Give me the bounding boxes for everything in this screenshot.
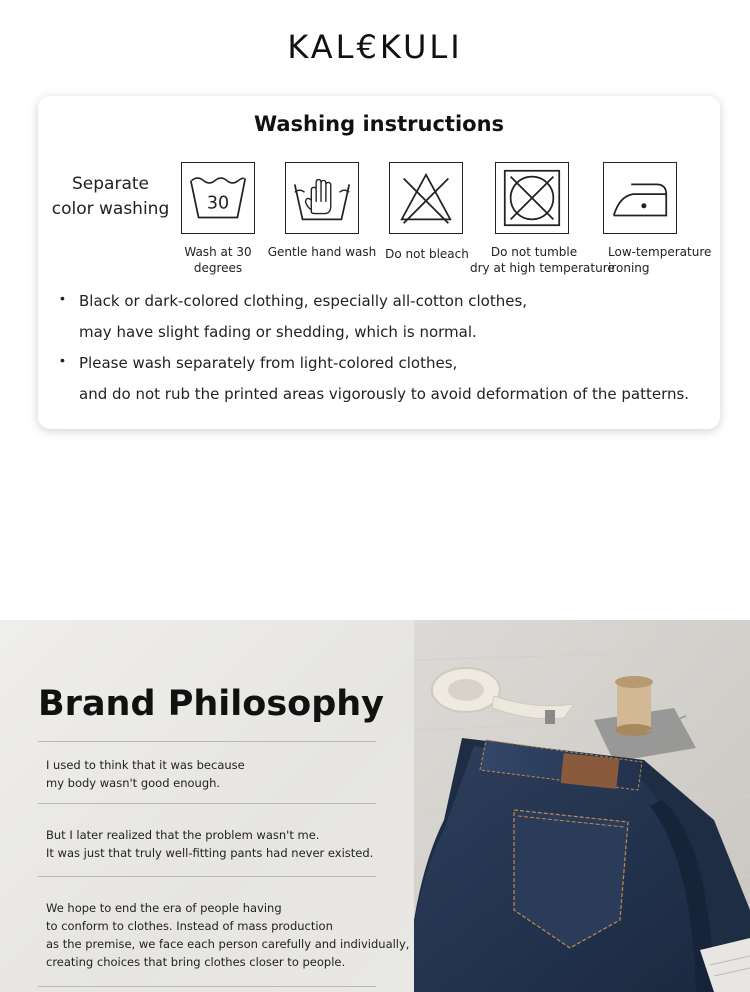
philosophy-paragraph-1: I used to think that it was because my body wasn't good enough. bbox=[46, 758, 245, 790]
washing-title: Washing instructions bbox=[253, 112, 505, 136]
no-tumble-dry-caption: Do not tumble dry at high temperature bbox=[470, 245, 615, 275]
divider bbox=[38, 876, 376, 877]
philosophy-title: Brand Philosophy bbox=[38, 684, 384, 724]
separate-color-washing-label: Separate color washing bbox=[51, 174, 170, 219]
note-bullet: • bbox=[60, 290, 65, 306]
no-tumble-dry-icon bbox=[495, 162, 569, 234]
no-bleach-icon bbox=[389, 162, 463, 234]
divider bbox=[38, 741, 376, 742]
philosophy-text-panel bbox=[0, 620, 414, 992]
philosophy-paragraph-3: We hope to end the era of people having to conform to clothes. Instead of mass production as the premise, we face each person carefully and individually, creating choices that bring clothes closer to people. bbox=[46, 901, 410, 969]
hand-wash-caption: Gentle hand wash bbox=[267, 245, 377, 259]
folded-jeans-photo bbox=[414, 620, 750, 992]
brand-logo: KAL€KULI bbox=[287, 28, 463, 66]
hand-wash-icon bbox=[285, 162, 359, 234]
wash-30-caption: Wash at 30 degrees bbox=[184, 245, 252, 275]
washing-instructions-card bbox=[38, 96, 720, 429]
no-bleach-caption: Do not bleach bbox=[385, 247, 469, 261]
note-bullet: • bbox=[60, 352, 65, 368]
note-1-line-2: may have slight fading or shedding, which is normal. bbox=[79, 323, 477, 341]
low-temp-iron-caption: Low-temperature ironing bbox=[608, 245, 712, 275]
divider bbox=[38, 986, 376, 987]
note-2-line-2: and do not rub the printed areas vigorously to avoid deformation of the patterns. bbox=[79, 385, 690, 403]
wash-30-icon bbox=[181, 162, 255, 234]
brand-philosophy-section bbox=[0, 620, 750, 992]
note-2-line-1: Please wash separately from light-colored clothes, bbox=[79, 354, 458, 372]
svg-text:30: 30 bbox=[206, 193, 230, 214]
divider bbox=[38, 803, 376, 804]
philosophy-paragraph-2: But I later realized that the problem wasn't me. It was just that truly well-fitting pants had never existed. bbox=[46, 828, 374, 860]
low-temp-iron-icon bbox=[603, 162, 677, 234]
note-1-line-1: Black or dark-colored clothing, especially all-cotton clothes, bbox=[79, 292, 528, 310]
